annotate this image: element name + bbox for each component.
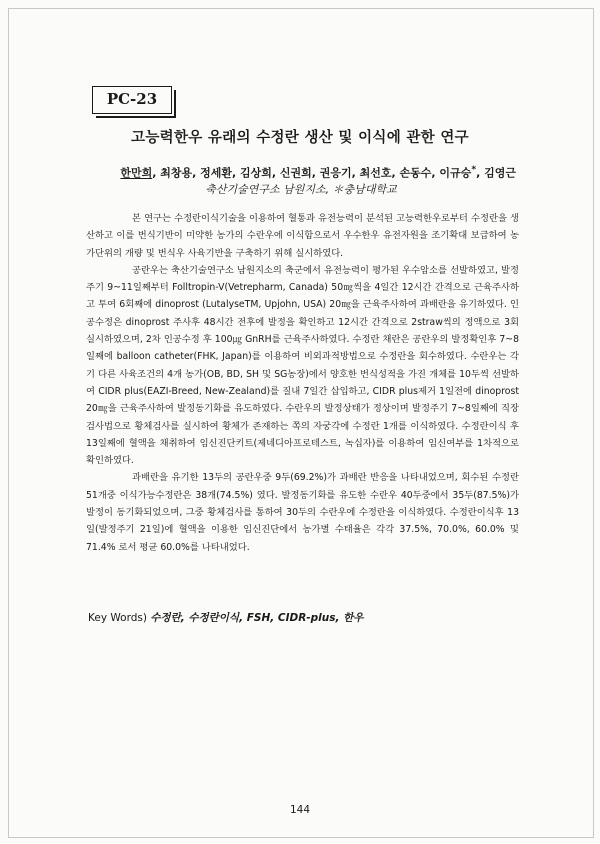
keywords-label: Key Words) bbox=[88, 612, 147, 624]
keywords bbox=[88, 610, 518, 625]
affiliation: 축산기술연구소 남원지소, ＊충남대학교 bbox=[205, 183, 397, 196]
keywords-value: 수정란, 수정란이식, FSH, CIDR-plus, 한우 bbox=[150, 612, 364, 624]
abstract-paragraph-methods: 공란우는 축산기술연구소 남원지소의 축군에서 유전능력이 평가된 우수암소를 선발하였고, 발정주기 9~11일째부터 Folltropin-V(Vetrepharm, Canada) 50㎎씩을 4일간 12시간 간격으로 근육주사하고 투여 6회째에 dinoprost (LutalyseTM, Upjohn, USA) 20㎎을 근육주사하여 과배란을 유기하였다. 인공수정은 dinoprost 주사후 48시간 전후에 발정을 확인하고 12시간 간격으로 2straw씩의 정액으로 3회 실시하였으며, 2차 인공수정 후 100㎍ GnRH를 근육주사하였다. 수정란 채란은 공란우의 발정확인후 7~8일째에 balloon catheter(FHK, Japan)를 이용하여 비외과적방법으로 수정란을 회수하였다. 수란우는 각기 다른 사육조건의 4개 농가(OB, BD, SH 및 SG농장)에서 양호한 번식성적을 가진 개체를 10두씩 선발하여 CIDR plus(EAZI-Breed, New-Zealand)를 질내 7일간 삽입하고, CIDR plus제거 1일전에 dinoprost 20㎎을 근육주사하여 발정동기화를 유도하였다. 수란우의 발정상태가 정상이며 발정주기 7~8일째에 직장검사법으로 황체검사를 실시하여 황체가 존재하는 쪽의 자궁각에 수정란 1개를 이식하였다. 수정란이식 후 13일째에 혈액을 채취하여 임신진단키트(제네디아프로테스트, 녹십자)를 이용하여 임신여부를 1차적으로 확인하였다. bbox=[86, 264, 519, 467]
affiliation-mark: * bbox=[471, 164, 477, 175]
author-list bbox=[86, 164, 516, 181]
co-authors: , 최창용, 정세환, 김상희, 신권희, 권응기, 최선호, 손동수, 이규승 bbox=[152, 166, 472, 180]
paper-title: 고능력한우 유래의 수정란 생산 및 이식에 관한 연구 bbox=[131, 130, 469, 146]
presenting-author: 한만희 bbox=[120, 166, 153, 180]
abstract-paragraph-results: 과배란을 유기한 13두의 공란우중 9두(69.2%)가 과배란 반응을 나타내었으며, 회수된 수정란 51개중 이식가능수정란은 38개(74.5%) 였다. 발정동기화를 유도한 수란우 40두중에서 35두(87.5%)가 발정이 동기화되었으며, 그중 황체검사를 통하여 30두의 수란우에 수정란을 이식하였다. 수정란이식후 13일(발정주기 21일)에 혈액을 이용한 임신진단에서 농가별 수태율은 각각 37.5%, 70.0%, 60.0% 및 71.4% 로서 평균 60.0%를 나타내었다. bbox=[86, 472, 519, 553]
abstract-body bbox=[86, 210, 519, 556]
last-author: , 김영근 bbox=[476, 166, 516, 180]
page-number: 144 bbox=[289, 804, 311, 816]
abstract-paragraph-objective: 본 연구는 수정란이식기술을 이용하여 혈통과 유전능력이 분석된 고능력한우로부터 수정란을 생산하고 이를 번식기반이 미약한 농가의 수란우에 이식함으로서 우수한우 유전자원을 조기확대 보급하여 농가단위의 개량 및 번식우 사육기반을 구축하기 위해 실시하였다. bbox=[86, 213, 519, 259]
abstract-code-box: PC-23 bbox=[92, 86, 172, 114]
